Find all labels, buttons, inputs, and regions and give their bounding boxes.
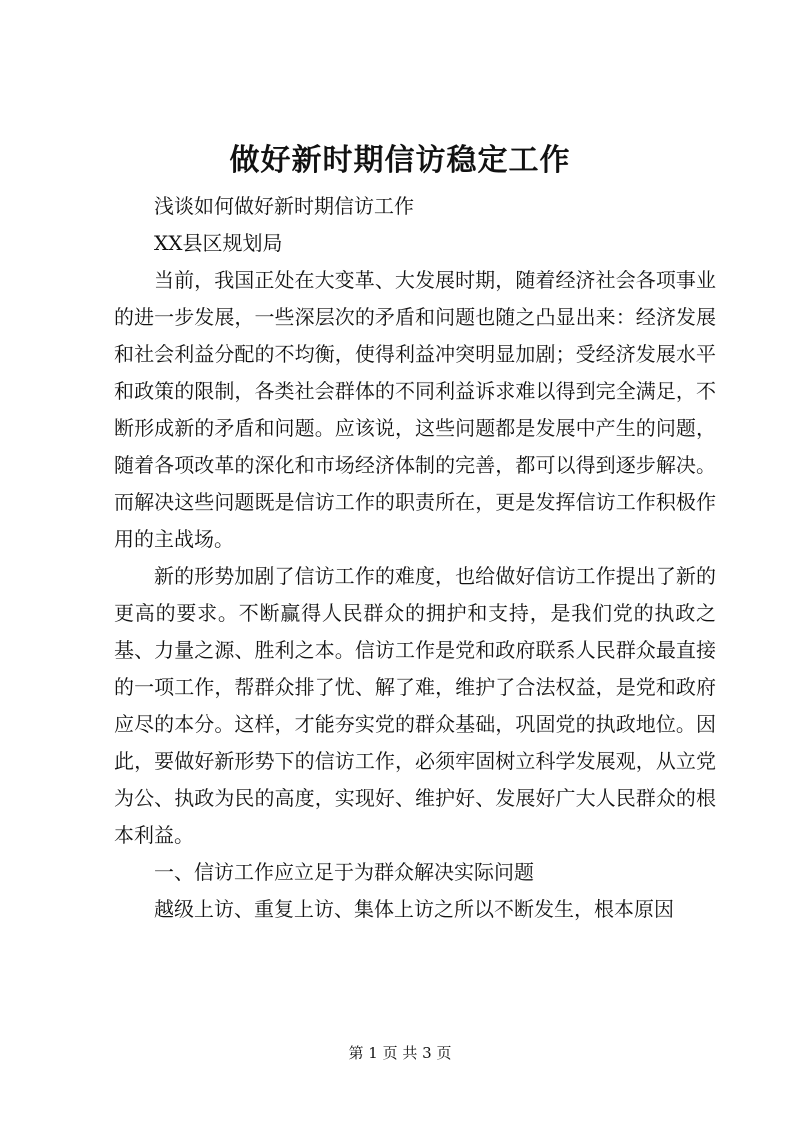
subtitle-paragraph: 浅谈如何做好新时期信访工作 (154, 194, 414, 218)
page-number-footer: 第 1 页 共 3 页 (348, 1044, 452, 1062)
body-paragraph: 越级上访、重复上访、集体上访之所以不断发生，根本原因 (154, 897, 674, 921)
document-title: 做好新时期信访稳定工作 (229, 143, 571, 178)
section-heading: 一、信访工作应立足于为群众解决实际问题 (154, 860, 534, 884)
body-paragraph: 新的形势加剧了信访工作的难度，也给做好信访工作提出了新的更高的要求。不断赢得人民群众的拥护和支持，是我们党的执政之基、力量之源、胜利之本。信访工作是党和政府联系人民群众最直接的一项工作，帮群众排了忧、解了难，维护了合法权益，是党和政府应尽的本分。这样，才能夯实党的群众基础，巩固党的执政地位。因此，要做好新形势下的信访工作，必须牢固树立科学发展观，从立党为公、执政为民的高度，实现好、维护好、发展好广大人民群众的根本利益。 (114, 564, 716, 847)
author-paragraph: XX县区规划局 (154, 231, 283, 255)
body-paragraph: 当前，我国正处在大变革、大发展时期，随着经济社会各项事业的进一步发展，一些深层次的矛盾和问题也随之凸显出来：经济发展和社会利益分配的不均衡，使得利益冲突明显加剧；受经济发展水平和政策的限制，各类社会群体的不同利益诉求难以得到完全满足，不断形成新的矛盾和问题。应该说，这些问题都是发展中产生的问题，随着各项改革的深化和市场经济体制的完善，都可以得到逐步解决。而解决这些问题既是信访工作的职责所在，更是发挥信访工作积极作用的主战场。 (114, 268, 716, 551)
document-body (114, 188, 716, 928)
